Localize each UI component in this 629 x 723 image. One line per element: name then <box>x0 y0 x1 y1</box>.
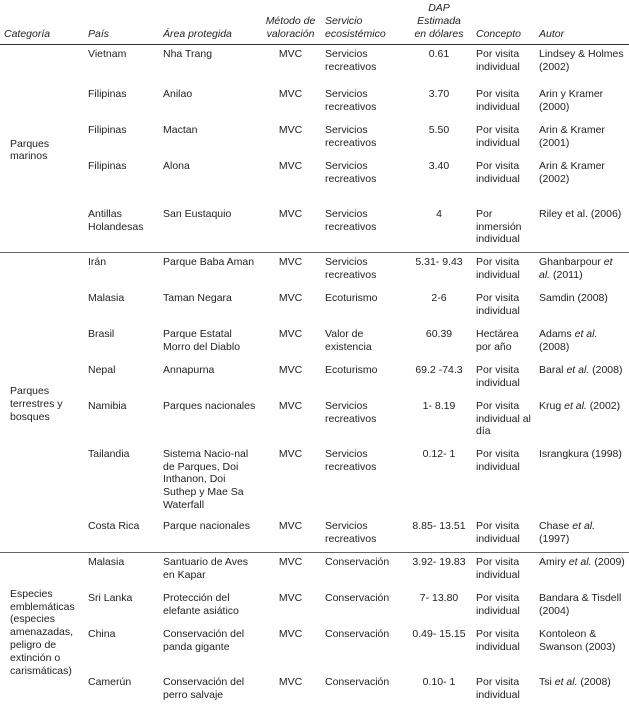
concept-cell: Hectárea por año <box>476 327 519 353</box>
table-row <box>0 673 629 709</box>
concept-cell: Por visita individual <box>476 123 520 149</box>
table-row <box>0 397 629 445</box>
author-name: Amiry <box>539 556 569 569</box>
area-cell: Conservación del perro salvaje <box>163 675 245 701</box>
method-cell: MVC <box>278 48 303 61</box>
area-cell: Protección del elefante asiático <box>163 591 239 617</box>
author-et-al: et al. <box>539 256 613 282</box>
concept-cell: Por visita individual <box>476 256 520 282</box>
dap-cell: 2-6 <box>431 291 447 304</box>
method-cell: MVC <box>278 256 303 269</box>
method-cell: MVC <box>278 159 303 172</box>
author-year: (2008) <box>539 340 570 353</box>
method-cell: MVC <box>278 627 303 640</box>
method-cell: MVC <box>278 291 303 304</box>
dap-cell: 0.12- 1 <box>422 447 456 460</box>
dap-cell: 60.39 <box>425 327 453 340</box>
concept-cell: Por visita individual <box>476 591 520 617</box>
service-cell: Conservación <box>325 591 390 604</box>
author-cell <box>535 673 629 709</box>
area-cell: Conservación del panda gigante <box>163 627 245 653</box>
method-cell: MVC <box>278 87 303 100</box>
header-concepto: Concepto <box>472 0 535 45</box>
service-cell: Conservación <box>325 675 390 688</box>
dap-cell: 0.10- 1 <box>422 675 456 688</box>
table-row <box>0 553 629 589</box>
author-name: Kontoleon & Swanson (2003) <box>539 627 616 653</box>
author-name: Samdin (2008) <box>539 291 608 304</box>
method-cell: MVC <box>260 205 321 253</box>
author-name: Israngkura (1998) <box>539 447 622 460</box>
service-cell: Conservación <box>325 556 390 569</box>
author-name: Bandara & Tisdell (2004) <box>539 591 622 617</box>
author-cell <box>535 445 629 517</box>
area-cell: Annapurna <box>163 363 215 376</box>
author-cell <box>535 397 629 445</box>
author-name: Lindsey & Holmes (2002) <box>539 48 624 74</box>
concept-cell: Por visita individual <box>472 517 535 553</box>
author-et-al: et al. <box>574 327 598 340</box>
service-cell: Servicios recreativos <box>325 87 377 113</box>
author-year: (2011) <box>550 269 583 282</box>
author-et-al: et al. <box>554 675 578 688</box>
service-cell: Servicios recreativos <box>325 48 377 74</box>
author-year: (2002) <box>586 399 621 412</box>
country-cell: Filipinas <box>88 159 127 172</box>
concept-cell: Por visita individual <box>476 159 520 185</box>
method-cell: MVC <box>278 123 303 136</box>
method-cell: MVC <box>278 327 303 340</box>
concept-cell: Por visita individual al día <box>476 399 531 438</box>
dap-cell: 69.2 -74.3 <box>415 363 463 376</box>
concept-cell: Por visita individual <box>476 556 520 582</box>
header-categoria: Categoría <box>0 0 84 45</box>
area-cell: Nha Trang <box>163 48 213 61</box>
country-cell: Antillas Holandesas <box>84 205 159 253</box>
service-cell: Servicios recreativos <box>325 447 377 473</box>
author-cell <box>535 85 629 121</box>
area-cell: Parque nacionales <box>159 517 260 553</box>
table-row <box>0 157 629 205</box>
table-row <box>0 45 629 85</box>
table-row <box>0 205 629 253</box>
service-cell: Ecoturismo <box>325 363 378 376</box>
country-cell: Malasia <box>88 556 125 569</box>
author-name: Baral <box>539 363 567 376</box>
country-cell: Tailandia <box>88 447 130 460</box>
author-year: (2008) <box>589 363 623 376</box>
country-cell: Malasia <box>88 291 125 304</box>
service-cell: Servicios recreativos <box>325 159 377 185</box>
author-name: Ghanbarpour <box>539 256 604 269</box>
author-year: (2009) <box>591 556 625 569</box>
category-cell: Especies emblemáticas (especies amenazadas, peligro de extinción o carismáticas) <box>10 587 75 677</box>
table-row <box>0 445 629 517</box>
country-cell: Camerún <box>88 675 132 688</box>
author-name: Tsi <box>539 675 555 688</box>
method-cell: MVC <box>278 447 303 460</box>
author-name: Arin y Kramer (2000) <box>539 87 604 113</box>
dap-cell: 5.31- 9.43 <box>415 256 463 269</box>
author-cell <box>535 157 629 205</box>
header-metodo: Método de valoración <box>260 0 321 45</box>
method-cell: MVC <box>278 399 303 412</box>
area-cell: Parque Baba Aman <box>163 256 255 269</box>
table-row <box>0 625 629 673</box>
service-cell: Valor de existencia <box>325 327 372 353</box>
dap-cell: 0.49- 15.15 <box>412 627 466 640</box>
table-row <box>0 517 629 553</box>
service-cell: Ecoturismo <box>325 291 378 304</box>
country-cell: Irán <box>88 256 107 269</box>
category-cell: Parques marinos <box>0 45 84 253</box>
table-row <box>0 325 629 361</box>
author-year: (2008) <box>577 675 611 688</box>
country-cell: Costa Rica <box>84 517 159 553</box>
concept-cell: Por visita individual <box>476 48 520 74</box>
author-name: Arin & Kramer (2002) <box>539 159 605 185</box>
area-cell: Parques nacionales <box>163 399 256 412</box>
service-cell: Servicios recreativos <box>321 517 406 553</box>
service-cell: Servicios recreativos <box>321 205 406 253</box>
area-cell: Anilao <box>163 87 193 100</box>
header-pais: País <box>84 0 159 45</box>
country-cell: China <box>88 627 116 640</box>
dap-cell: 5.50 <box>428 123 450 136</box>
author-cell <box>535 121 629 157</box>
author-cell <box>535 589 629 625</box>
country-cell: Filipinas <box>88 87 127 100</box>
header-dap: DAP Estimada en dólares <box>406 0 472 45</box>
service-cell: Servicios recreativos <box>325 399 377 425</box>
dap-cell: 8.85- 13.51 <box>406 517 472 553</box>
dap-cell: 3.40 <box>428 159 450 172</box>
concept-cell: Por visita individual <box>476 447 520 473</box>
country-cell: Brasil <box>88 327 115 340</box>
concept-cell: Por visita individual <box>476 291 520 317</box>
concept-cell: Por visita individual <box>476 675 520 701</box>
table-body <box>0 45 629 709</box>
author-cell <box>535 325 629 361</box>
table-row <box>0 589 629 625</box>
table-row <box>0 253 629 289</box>
country-cell: Vietnam <box>88 48 127 61</box>
country-cell: Nepal <box>88 363 116 376</box>
header-autor: Autor <box>535 0 629 45</box>
table-row <box>0 85 629 121</box>
header-servicio: Servicio ecosistémico <box>321 0 406 45</box>
method-cell: MVC <box>278 556 303 569</box>
author-cell <box>535 205 629 253</box>
header-area: Área protegida <box>159 0 260 45</box>
area-cell: Mactan <box>163 123 198 136</box>
author-et-al: et al. <box>568 556 592 569</box>
country-cell: Sri Lanka <box>88 591 133 604</box>
dap-cell: 7- 13.80 <box>419 591 459 604</box>
table-row <box>0 361 629 397</box>
country-cell: Namibia <box>88 399 127 412</box>
area-cell: Parque Estatal Morro del Diablo <box>163 327 241 353</box>
area-cell: Alona <box>163 159 190 172</box>
concept-cell: Por visita individual <box>476 627 520 653</box>
concept-cell: Por visita individual <box>476 87 520 113</box>
method-cell: MVC <box>260 517 321 553</box>
table-row <box>0 121 629 157</box>
author-name: Arin & Kramer (2001) <box>539 123 605 149</box>
table-row <box>0 289 629 325</box>
author-name: Chase <box>539 519 573 532</box>
header-row <box>0 0 629 45</box>
method-cell: MVC <box>278 675 303 688</box>
area-cell: Taman Negara <box>163 291 232 304</box>
dap-cell: 3.70 <box>428 87 450 100</box>
author-cell <box>535 253 629 289</box>
method-cell: MVC <box>278 591 303 604</box>
author-et-al: et al. <box>572 519 596 532</box>
author-cell <box>535 625 629 673</box>
author-cell <box>535 45 629 85</box>
area-cell: San Eustaquio <box>159 205 260 253</box>
author-cell <box>535 517 629 553</box>
author-cell <box>535 289 629 325</box>
concept-cell: Por visita individual <box>476 363 520 389</box>
author-name: Krug <box>539 399 565 412</box>
author-cell <box>535 361 629 397</box>
service-cell: Conservación <box>325 627 390 640</box>
dap-cell: 1- 8.19 <box>422 399 456 412</box>
dap-cell: 3.92- 19.83 <box>412 556 466 569</box>
author-et-al: et al. <box>564 399 587 412</box>
service-cell: Servicios recreativos <box>325 123 377 149</box>
area-cell: Santuario de Aves en Kapar <box>163 556 249 582</box>
author-cell <box>535 553 629 589</box>
author-name: Riley et al. (2006) <box>539 207 622 220</box>
area-cell: Sistema Nacio-nal de Parques, Doi Inthanon, Doi Suthep y Mae Sa Waterfall <box>163 447 249 512</box>
author-et-al: et al. <box>566 363 590 376</box>
dap-cell: 4 <box>406 205 472 253</box>
method-cell: MVC <box>278 363 303 376</box>
dap-cell: 0.61 <box>428 48 450 61</box>
country-cell: Filipinas <box>88 123 127 136</box>
service-cell: Servicios recreativos <box>325 256 377 282</box>
category-cell: Parques terrestres y bosques <box>0 253 84 553</box>
author-name: Adams <box>539 327 575 340</box>
concept-cell: Por inmersión individual <box>472 205 535 253</box>
author-year: (1997) <box>539 532 570 545</box>
